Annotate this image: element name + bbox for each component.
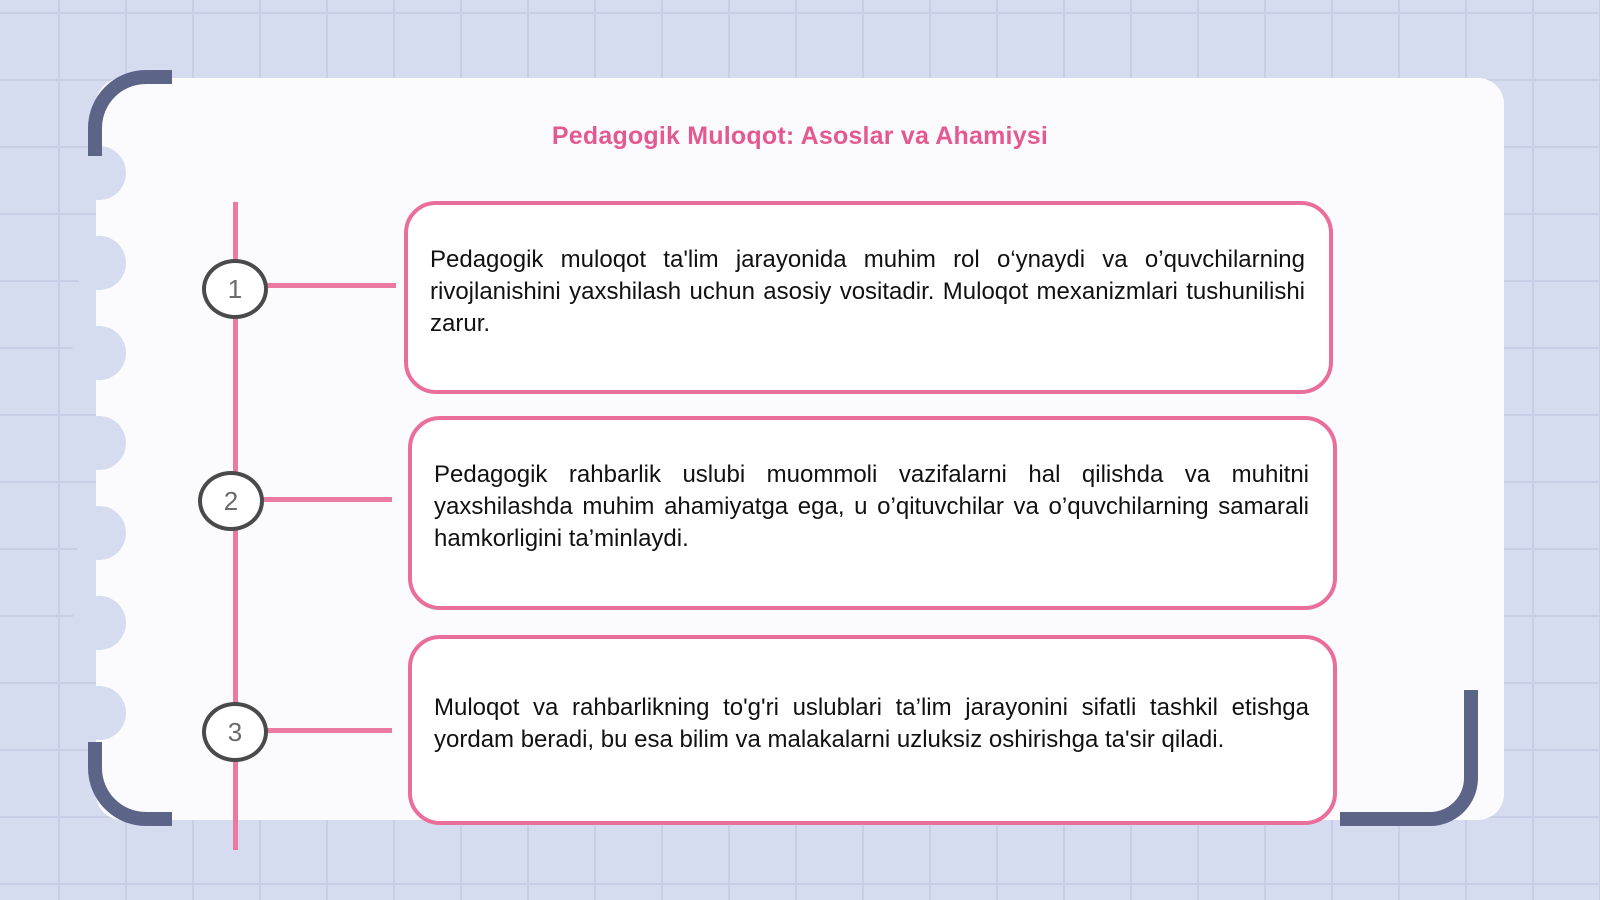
step-number-2: 2 <box>198 471 264 531</box>
slide-title: Pedagogik Muloqot: Asoslar va Ahamiysi <box>551 122 1049 150</box>
paper-notch <box>72 506 126 560</box>
card-text-1: Pedagogik muloqot ta'lim jarayonida muhim rol o‘ynaydi va o’quvchilarning rivojlanishini yaxshilash uchun asosiy vositadir. Muloqot mexanizmlari tushunilishi zarur. <box>430 245 1305 337</box>
content-card-2 <box>408 416 1337 610</box>
timeline-connector <box>266 728 392 733</box>
step-number-1: 1 <box>202 259 268 319</box>
paper-notch <box>72 596 126 650</box>
card-text-2: Pedagogik rahbarlik uslubi muommoli vazifalarni hal qilishda va muhitni yaxshilashda muhim ahamiyatga ega, u o’qituvchilar va o’quvchilarning samarali hamkorligini ta’minlaydi. <box>434 461 1309 552</box>
paper-notch <box>72 686 126 740</box>
content-card-1 <box>404 201 1333 394</box>
paper-notch <box>72 326 126 380</box>
content-card-3 <box>408 635 1337 825</box>
paper-notch <box>72 416 126 470</box>
corner-bracket-bottom-left <box>88 742 172 826</box>
step-number-3: 3 <box>202 702 268 762</box>
paper-notch <box>72 236 126 290</box>
timeline-connector <box>262 497 392 502</box>
timeline-connector <box>266 283 396 288</box>
card-text-3: Muloqot va rahbarlikning to'g'ri uslublari ta’lim jarayonini sifatli tashkil etishga yordam beradi, bu esa bilim va malakalarni uzluksiz oshirishga ta'sir qiladi. <box>434 694 1309 753</box>
corner-bracket-bottom-right <box>1340 690 1478 826</box>
